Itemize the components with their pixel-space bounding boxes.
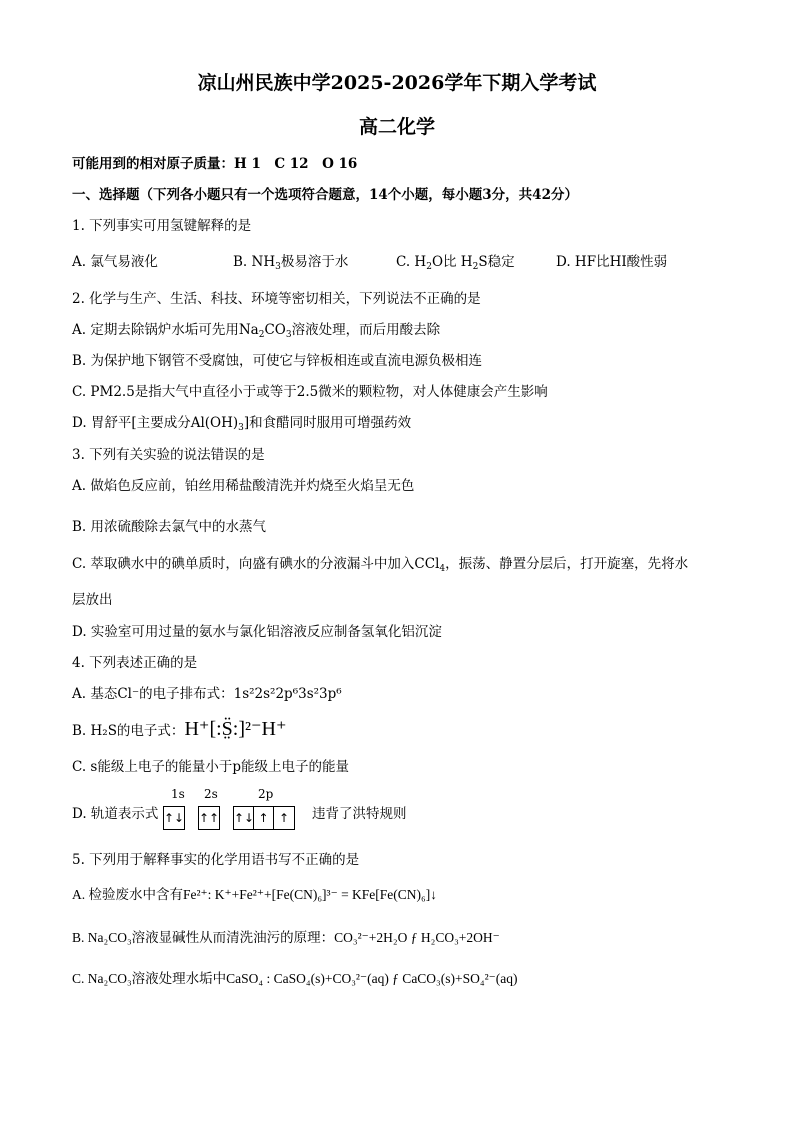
q2-option-b: B. 为保护地下钢管不受腐蚀，可使它与锌板相连或直流电源负极相连 bbox=[72, 353, 483, 369]
section-heading: 一、选择题（下列各小题只有一个选项符合题意，14个小题，每小题3分，共42分） bbox=[72, 187, 578, 203]
orbital-label-2p: 2p bbox=[258, 787, 274, 801]
q5-stem: 5. 下列用于解释事实的化学用语书写不正确的是 bbox=[72, 852, 360, 868]
subject-title: 高二化学 bbox=[358, 116, 435, 138]
q3-option-a: A. 做焰色反应前，铂丝用稀盐酸清洗并灼烧至火焰呈无色 bbox=[72, 478, 415, 494]
q5-option-c: C. Na₂CO₃溶液处理水垢中CaSO₄ : CaSO₄(s)+CO₃²⁻(aq) ƒ CaCO₃(s)+SO₄²⁻(aq) bbox=[72, 971, 518, 986]
q3-option-c-continued: 层放出 bbox=[72, 592, 113, 608]
q3-option-c: C. 萃取碘水中的碘单质时，向盛有碘水的分液漏斗中加入CCl$_4$，振荡、静置分层后，打开旋塞，先将水 bbox=[72, 556, 689, 574]
q3-stem: 3. 下列有关实验的说法错误的是 bbox=[72, 447, 265, 463]
orbital-cell: ↑↑ bbox=[199, 811, 220, 825]
q4-option-c: C. s能级上电子的能量小于p能级上电子的能量 bbox=[72, 759, 349, 775]
orbital-cell: ↑ bbox=[254, 807, 274, 829]
q1-option-c: C. $H_2O$比 $H_2S$稳定 bbox=[396, 254, 515, 272]
q1-option-d: D. HF比HI酸性弱 bbox=[556, 254, 668, 270]
orbital-label-2s: 2s bbox=[204, 787, 218, 801]
orbital-label-1s: 1s bbox=[171, 787, 185, 801]
q2-option-d: D. 胃舒平[主要成分$Al(OH)_3$]和食醋同时服用可增强药效 bbox=[72, 415, 412, 433]
orbital-box-1s bbox=[163, 806, 185, 830]
orbital-box-2s bbox=[198, 806, 220, 830]
q1-option-b: B. $NH_3$极易溶于水 bbox=[233, 254, 349, 272]
q4-option-d-label: D. 轨道表示式 bbox=[72, 806, 159, 822]
orbital-box-2p bbox=[233, 806, 295, 830]
orbital-cell: ↑ bbox=[278, 811, 290, 825]
q1-option-a: A. 氯气易液化 bbox=[72, 254, 158, 270]
q4-stem: 4. 下列表述正确的是 bbox=[72, 655, 198, 671]
q1-stem: 1. 下列事实可用氢键解释的是 bbox=[72, 218, 252, 234]
q3-option-d: D. 实验室可用过量的氨水与氯化铝溶液反应制备氢氧化铝沉淀 bbox=[72, 624, 442, 640]
q5-option-a: A. 检验废水中含有Fe²⁺: K⁺+Fe²⁺+[Fe(CN)₆]³⁻ = KFe[Fe(CN)₆]↓ bbox=[72, 887, 437, 902]
q3-option-b: B. 用浓硫酸除去氯气中的水蒸气 bbox=[72, 519, 267, 535]
q4-option-b: B. H₂S的电子式：H⁺[:S̤̈:]²⁻H⁺ bbox=[72, 718, 287, 740]
h2s-lewis-structure: H⁺[:S̤̈:]²⁻H⁺ bbox=[184, 718, 287, 740]
atomic-mass-line: 可能用到的相对原子质量：H 1 C 12 O 16 bbox=[72, 156, 358, 172]
q2-stem: 2. 化学与生产、生活、科技、环境等密切相关，下列说法不正确的是 bbox=[72, 291, 481, 307]
orbital-cell: ↑↓ bbox=[164, 811, 185, 825]
exam-title: 凉山州民族中学2025-2026学年下期入学考试 bbox=[197, 72, 597, 94]
q2-option-c: C. PM2.5是指大气中直径小于或等于2.5微米的颗粒物，对人体健康会产生影响 bbox=[72, 384, 548, 400]
orbital-cell: ↑↓ bbox=[234, 807, 254, 829]
q5-option-b: B. Na₂CO₃溶液显碱性从而清洗油污的原理：CO₃²⁻+2H₂O ƒ H₂CO₃+2OH⁻ bbox=[72, 930, 500, 945]
q2-option-a: A. 定期去除锅炉水垢可先用$Na_2CO_3$溶液处理，而后用酸去除 bbox=[72, 322, 441, 340]
q4-option-d-text: 违背了洪特规则 bbox=[312, 806, 407, 822]
q4-option-a: A. 基态Cl⁻的电子排布式：1s²2s²2p⁶3s²3p⁶ bbox=[72, 686, 342, 702]
